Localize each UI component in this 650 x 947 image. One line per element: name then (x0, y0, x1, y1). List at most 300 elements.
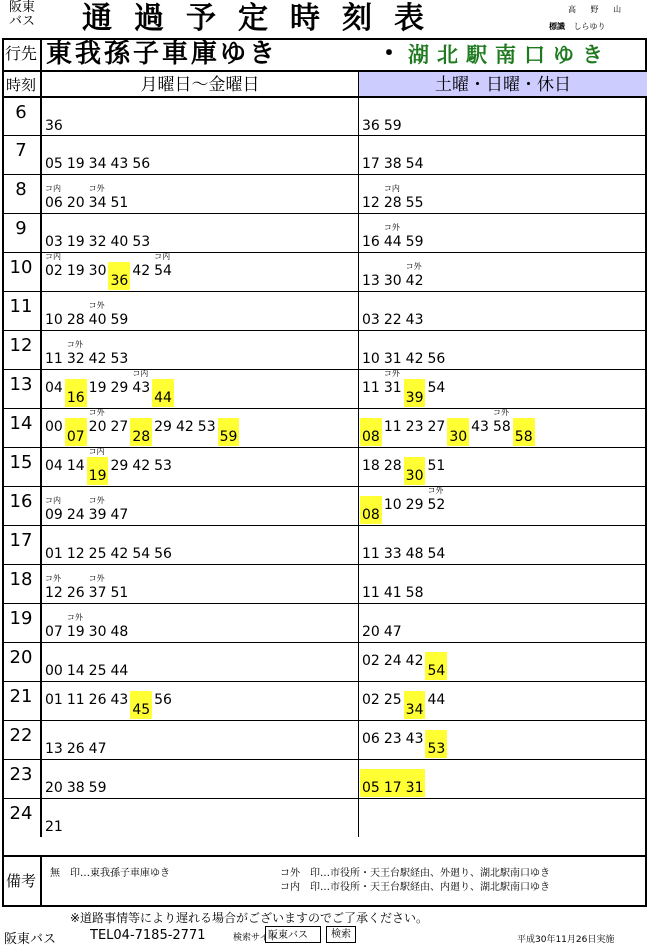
minute-text: 53 (427, 741, 446, 757)
departure-minute (360, 311, 382, 329)
departure-minute (360, 584, 382, 602)
minute-text: 26 (66, 741, 85, 757)
minute-text: 28 (383, 195, 402, 211)
route-note: コ内 (132, 369, 149, 378)
weekday-cell (42, 526, 358, 564)
departure-minute (382, 117, 404, 135)
minute-text: 00 (45, 663, 63, 679)
departure-minute (404, 496, 426, 524)
departure-minute (43, 662, 65, 680)
minute-text: 43 (132, 380, 151, 396)
minute-text: 45 (132, 702, 151, 718)
minute-text: 10 (45, 312, 63, 328)
departure-minute (152, 418, 174, 446)
minute-text: 43 (110, 692, 129, 708)
table-row (2, 291, 647, 330)
departure-minute (65, 506, 87, 524)
hour-cell: 24 (2, 799, 42, 837)
destination-separator: ・ (376, 39, 403, 69)
route-note: コ内 (154, 252, 171, 261)
destination-alt: 湖北駅南口ゆき (408, 43, 611, 67)
minute-text: 54 (427, 380, 446, 396)
minute-text: 48 (405, 546, 424, 562)
minute-text: 00 (45, 419, 63, 435)
departure-minute (404, 262, 426, 290)
minute-text: 32 (88, 234, 107, 250)
weekend-cell (358, 760, 647, 798)
departure-minute (43, 818, 65, 836)
hour-cell: 12 (2, 331, 42, 369)
weekday-cell (42, 760, 358, 798)
weekend-cell (358, 682, 647, 720)
minute-text: 20 (88, 419, 107, 435)
minute-text: 04 (45, 380, 63, 396)
minute-text: 13 (362, 273, 380, 289)
departure-minute (65, 262, 87, 290)
departure-minute (65, 457, 87, 485)
weekend-cell (358, 409, 647, 447)
minute-text: 31 (383, 380, 402, 396)
departure-minute (43, 155, 65, 173)
table-row (2, 252, 647, 291)
departure-minute (43, 184, 65, 212)
weekend-cell (358, 604, 647, 642)
departure-minute (382, 730, 404, 758)
departure-minute (65, 691, 87, 719)
departure-minute (382, 584, 404, 602)
route-note: コ外 (66, 340, 83, 349)
minute-text: 42 (405, 273, 424, 289)
minute-text: 51 (427, 458, 446, 474)
departure-minute (43, 252, 65, 290)
departure-minute (404, 418, 426, 446)
weekend-cell (358, 175, 647, 213)
departure-minute (360, 730, 382, 758)
departure-minute (43, 545, 65, 563)
minute-text: 47 (110, 507, 129, 523)
departure-minute (382, 184, 404, 212)
table-row (2, 486, 647, 525)
departure-minute (404, 457, 426, 485)
departure-minute (65, 194, 87, 212)
pole-label: 標識 (549, 22, 565, 31)
table-row (2, 330, 647, 369)
departure-minute (152, 457, 174, 485)
minute-text: 19 (66, 624, 85, 640)
minute-text: 30 (88, 624, 107, 640)
weekend-cell (358, 643, 647, 681)
departure-minute (108, 545, 130, 563)
weekend-cell (358, 292, 647, 330)
departure-minute (404, 155, 426, 173)
minute-text: 43 (405, 312, 424, 328)
departure-minute (65, 662, 87, 680)
departure-minute (447, 418, 469, 446)
table-row (2, 525, 647, 564)
departure-minute (108, 262, 130, 290)
route-note: コ内 (88, 447, 105, 456)
minute-text: 56 (154, 546, 172, 562)
route-note: コ外 (88, 301, 105, 310)
departure-minute (108, 457, 130, 485)
minute-text: 01 (45, 692, 63, 708)
minute-text: 11 (383, 419, 402, 435)
hour-cell: 21 (2, 682, 42, 720)
route-note: コ外 (383, 223, 400, 232)
departure-minute (382, 350, 404, 368)
minute-text: 42 (110, 546, 129, 562)
departure-minute (469, 418, 491, 446)
weekend-cell (358, 487, 647, 525)
departure-minute (87, 233, 109, 251)
weekday-cell (42, 643, 358, 681)
departure-minute (491, 408, 513, 446)
weekend-cell (358, 370, 647, 408)
departure-minute (425, 691, 447, 719)
departure-minute (87, 301, 109, 329)
departure-minute (360, 769, 382, 797)
minute-text: 31 (405, 780, 424, 796)
departure-minute (360, 496, 382, 524)
minute-text: 59 (110, 312, 129, 328)
departure-minute (108, 662, 130, 680)
departure-minute (382, 545, 404, 563)
minute-text: 42 (132, 458, 151, 474)
minute-text: 34 (88, 195, 107, 211)
departure-minute (43, 379, 65, 407)
minute-text: 16 (362, 234, 380, 250)
hour-cell: 16 (2, 487, 42, 525)
minute-text: 31 (383, 351, 402, 367)
minute-text: 24 (66, 507, 85, 523)
table-row (2, 642, 647, 681)
minute-text: 54 (427, 663, 446, 679)
hour-cell: 10 (2, 253, 42, 291)
minute-text: 54 (405, 156, 424, 172)
company-name: 阪東 バス (8, 0, 35, 29)
departure-minute (65, 379, 87, 407)
minute-text: 11 (362, 380, 380, 396)
departure-minute (382, 155, 404, 173)
minute-text: 10 (362, 351, 380, 367)
minute-text: 21 (45, 819, 63, 835)
minute-text: 38 (66, 780, 85, 796)
minute-text: 51 (110, 195, 129, 211)
departure-minute (425, 350, 447, 368)
departure-minute (87, 262, 109, 290)
minute-text: 11 (45, 351, 63, 367)
weekend-cell (358, 331, 647, 369)
minute-text: 34 (88, 156, 107, 172)
departure-minute (218, 418, 240, 446)
departure-minute (404, 691, 426, 719)
departure-minute (404, 652, 426, 680)
minute-text: 16 (66, 390, 85, 406)
minute-text: 56 (427, 351, 446, 367)
departure-minute (360, 379, 382, 407)
minute-text: 58 (492, 419, 511, 435)
departure-minute (360, 418, 382, 446)
departure-minute (152, 379, 174, 407)
minute-text: 27 (110, 419, 129, 435)
minute-text: 06 (45, 195, 63, 211)
departure-minute (43, 233, 65, 251)
departure-minute (404, 311, 426, 329)
minute-text: 53 (154, 458, 172, 474)
weekday-cell (42, 682, 358, 720)
departure-minute (87, 623, 109, 641)
departure-minute (382, 652, 404, 680)
search-site-label: 検索サイト (233, 933, 278, 943)
weekday-column-header: 月曜日～金曜日 (42, 70, 358, 96)
departure-minute (87, 574, 109, 602)
minute-text: 40 (110, 234, 129, 250)
departure-minute (360, 117, 382, 135)
route-note: コ外 (405, 262, 422, 271)
departure-minute (404, 769, 426, 797)
minute-text: 14 (66, 663, 85, 679)
minute-text: 53 (197, 419, 216, 435)
departure-minute (382, 418, 404, 446)
table-row (2, 681, 647, 720)
delay-notice: ※道路事情等により遅れる場合がございますのでご了承ください。 (70, 911, 429, 925)
weekday-cell (42, 253, 358, 291)
table-row (2, 369, 647, 408)
departure-minute (404, 584, 426, 602)
table-row (2, 408, 647, 447)
weekend-cell (358, 253, 647, 291)
weekend-cell (358, 799, 647, 837)
departure-minute (382, 496, 404, 524)
hour-cell: 8 (2, 175, 42, 213)
search-input: 阪東バス (265, 926, 321, 943)
departure-minute (43, 350, 65, 368)
departure-minute (108, 623, 130, 641)
route-note: コ外 (45, 574, 61, 583)
minute-text: 12 (362, 195, 380, 211)
minute-text: 25 (88, 546, 107, 562)
minute-text: 38 (383, 156, 402, 172)
minute-text: 42 (175, 419, 194, 435)
departure-minute (425, 486, 447, 524)
minute-text: 30 (405, 468, 424, 484)
departure-minute (382, 623, 404, 641)
departure-minute (382, 272, 404, 290)
departure-minute (130, 418, 152, 446)
departure-minute (108, 379, 130, 407)
minute-text: 17 (383, 780, 402, 796)
minute-text: 30 (383, 273, 402, 289)
minute-text: 39 (405, 390, 424, 406)
minute-text: 36 (110, 273, 129, 289)
table-row (2, 798, 647, 837)
weekday-cell (42, 487, 358, 525)
weekend-column-header: 土曜・日曜・休日 (358, 70, 647, 96)
minute-text: 44 (154, 390, 172, 406)
departure-minute (87, 379, 109, 407)
departure-minute (360, 545, 382, 563)
departure-minute (87, 496, 109, 524)
minute-text: 14 (66, 458, 85, 474)
minute-text: 02 (362, 692, 380, 708)
minute-text: 59 (219, 429, 238, 445)
departure-minute (382, 691, 404, 719)
departure-minute (108, 350, 130, 368)
minute-text: 33 (383, 546, 402, 562)
departure-minute (65, 340, 87, 368)
table-row (2, 759, 647, 798)
minute-text: 28 (66, 312, 85, 328)
route-note: コ外 (66, 613, 83, 622)
minute-text: 19 (66, 156, 85, 172)
departure-minute (425, 457, 447, 485)
departure-minute (87, 350, 109, 368)
destination-label: 行先 (2, 38, 42, 70)
departure-minute (404, 730, 426, 758)
departure-minute (513, 418, 535, 446)
minute-text: 05 (362, 780, 380, 796)
departure-minute (43, 117, 65, 135)
departure-minute (87, 691, 109, 719)
departure-minute (108, 691, 130, 719)
table-row (2, 135, 647, 174)
minute-text: 59 (405, 234, 424, 250)
hour-cell: 19 (2, 604, 42, 642)
minute-text: 22 (383, 312, 402, 328)
weekend-cell (358, 448, 647, 486)
departure-minute (382, 769, 404, 797)
minute-text: 29 (154, 419, 172, 435)
weekday-cell (42, 175, 358, 213)
departure-minute (360, 623, 382, 641)
departure-minute (404, 194, 426, 212)
minute-text: 40 (88, 312, 107, 328)
weekday-cell (42, 214, 358, 252)
weekday-cell (42, 136, 358, 174)
minute-text: 26 (88, 692, 107, 708)
departure-minute (152, 252, 174, 290)
minute-text: 30 (449, 429, 468, 445)
minute-text: 42 (405, 653, 424, 669)
minute-text: 32 (66, 351, 85, 367)
minute-text: 07 (66, 429, 85, 445)
minute-text: 53 (132, 234, 151, 250)
departure-minute (360, 350, 382, 368)
hour-cell: 13 (2, 370, 42, 408)
route-note: コ外 (88, 496, 105, 505)
weekend-cell (358, 721, 647, 759)
minute-text: 20 (362, 624, 380, 640)
route-note: コ内 (45, 184, 61, 193)
weekday-cell (42, 331, 358, 369)
hour-cell: 7 (2, 136, 42, 174)
minute-text: 56 (132, 156, 151, 172)
minute-text: 24 (383, 653, 402, 669)
route-note: コ外 (427, 486, 444, 495)
route-note: コ内 (383, 184, 400, 193)
weekday-cell (42, 565, 358, 603)
minute-text: 12 (66, 546, 85, 562)
minute-text: 03 (362, 312, 380, 328)
minute-text: 28 (132, 429, 151, 445)
departure-minute (130, 262, 152, 290)
departure-minute (360, 272, 382, 290)
minute-text: 54 (154, 263, 172, 279)
destination-main: 東我孫子車庫ゆき (46, 39, 279, 69)
departure-minute (87, 155, 109, 173)
minute-text: 08 (362, 507, 380, 523)
departure-minute (360, 194, 382, 212)
minute-text: 54 (427, 546, 446, 562)
departure-minute (43, 457, 65, 485)
departure-minute (130, 233, 152, 251)
route-note: コ外 (88, 574, 105, 583)
route-note: コ内 (45, 496, 61, 505)
departure-minute (382, 311, 404, 329)
minute-text: 42 (88, 351, 107, 367)
departure-minute (43, 691, 65, 719)
departure-minute (65, 418, 87, 446)
minute-text: 59 (88, 780, 107, 796)
minute-text: 47 (383, 624, 402, 640)
minute-text: 48 (110, 624, 129, 640)
weekend-cell (358, 98, 647, 136)
hour-cell: 6 (2, 98, 42, 136)
hour-cell: 17 (2, 526, 42, 564)
pole-info (549, 21, 606, 32)
departure-minute (196, 418, 218, 446)
weekday-cell (42, 604, 358, 642)
departure-minute (43, 418, 65, 446)
minute-text: 43 (110, 156, 129, 172)
hour-cell: 20 (2, 643, 42, 681)
minute-text: 52 (427, 497, 446, 513)
departure-minute (108, 194, 130, 212)
minute-text: 36 (45, 118, 63, 134)
departure-minute (65, 311, 87, 329)
table-row (2, 174, 647, 213)
departure-minute (65, 155, 87, 173)
minute-text: 20 (45, 780, 63, 796)
weekend-cell (358, 214, 647, 252)
route-note: コ外 (383, 369, 400, 378)
minute-text: 27 (427, 419, 446, 435)
weekday-cell (42, 721, 358, 759)
minute-text: 30 (88, 263, 107, 279)
hour-cell: 14 (2, 409, 42, 447)
minute-text: 44 (427, 692, 446, 708)
minute-text: 13 (45, 741, 63, 757)
minute-text: 19 (88, 468, 107, 484)
weekday-cell (42, 370, 358, 408)
departure-minute (404, 379, 426, 407)
departure-minute (425, 379, 447, 407)
departure-minute (43, 496, 65, 524)
legend-inner: コ内 印…市役所・天王台駅経由、内廻り、湖北駅南口ゆき (280, 882, 550, 893)
minute-text: 04 (45, 458, 63, 474)
departure-minute (382, 457, 404, 485)
minute-text: 42 (132, 263, 151, 279)
table-row (2, 447, 647, 486)
minute-text: 25 (383, 692, 402, 708)
departure-minute (65, 584, 87, 602)
search-button: 検索 (326, 926, 356, 943)
minute-text: 03 (45, 234, 63, 250)
minute-text: 58 (405, 585, 424, 601)
minute-text: 18 (362, 458, 380, 474)
table-row (2, 720, 647, 759)
minute-text: 02 (362, 653, 380, 669)
